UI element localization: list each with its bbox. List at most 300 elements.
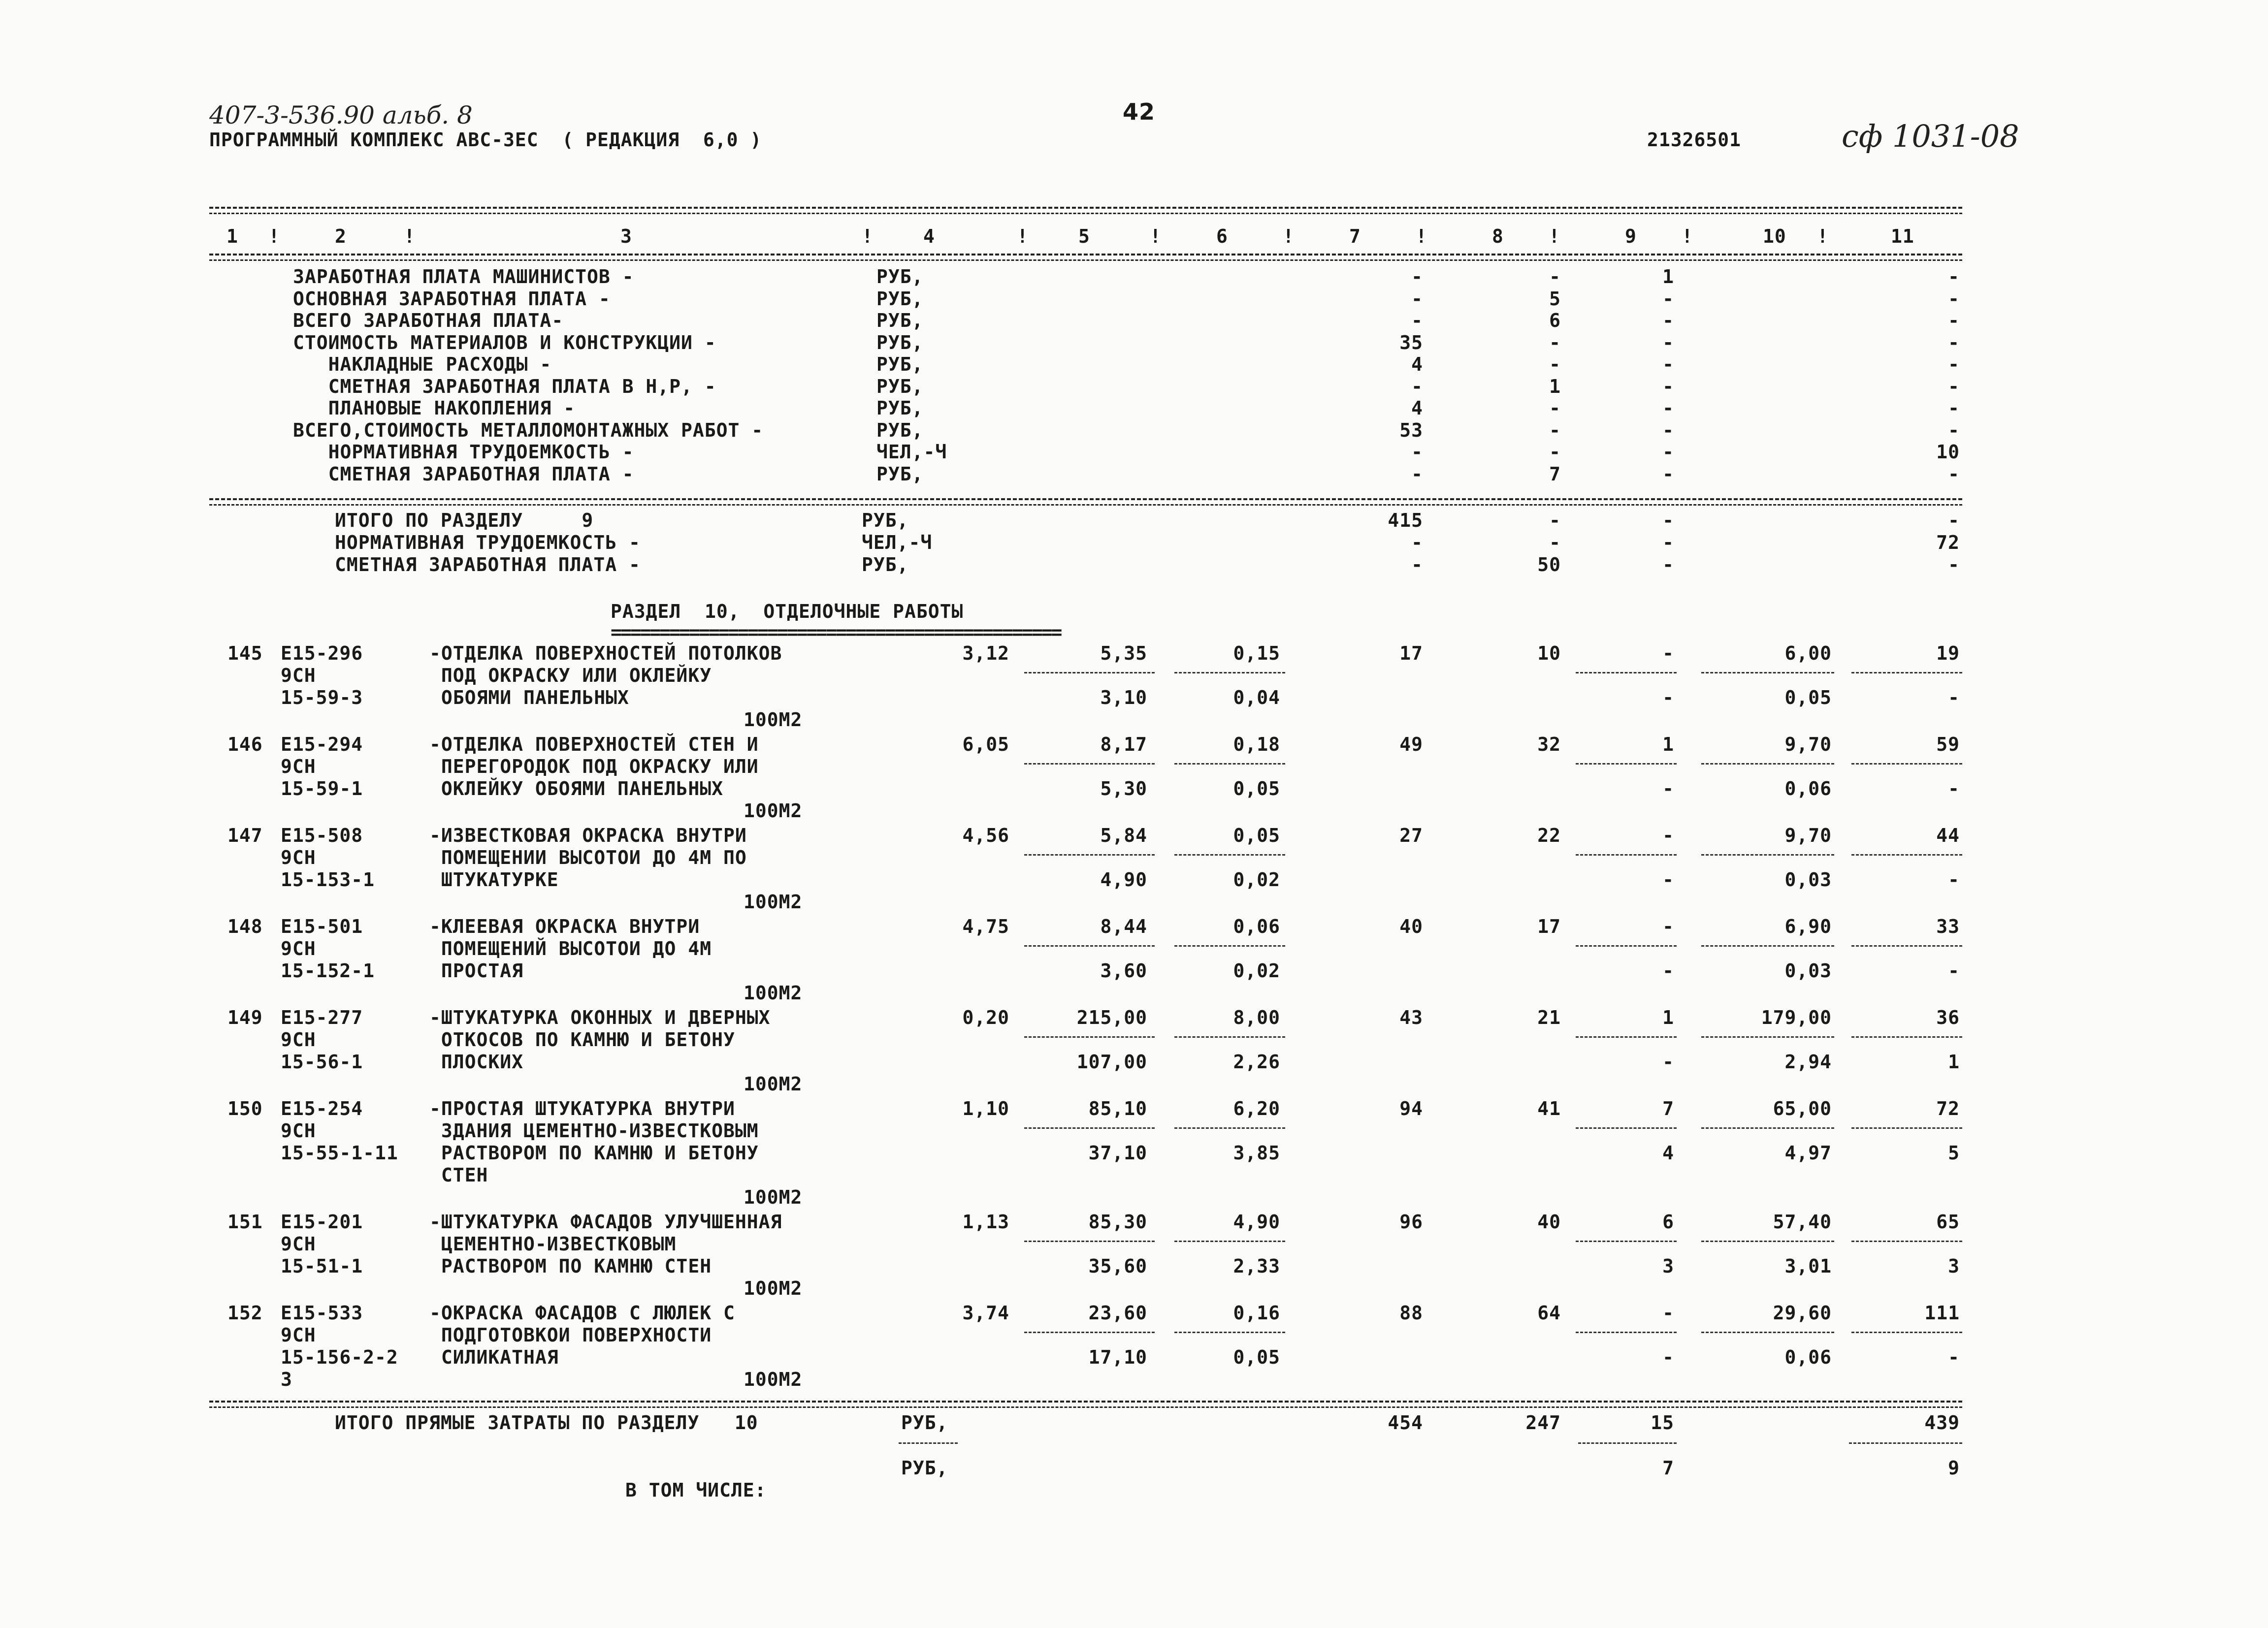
item-description: ПРОСТАЯ bbox=[429, 960, 524, 982]
item-code: Е15-501 bbox=[281, 916, 363, 937]
final-totals-c7: 454 bbox=[1388, 1412, 1423, 1434]
final-totals-c11b: 9 bbox=[1948, 1457, 1960, 1479]
item-code: 15-153-1 bbox=[281, 869, 375, 891]
section9-total-c8: - bbox=[1549, 532, 1561, 553]
item-description: РАСТВОРОМ ПО КАМНЮ И БЕТОНУ bbox=[429, 1142, 759, 1164]
item-qty: 3,74 bbox=[962, 1302, 1009, 1324]
section9-total-unit: РУБ, bbox=[862, 510, 909, 531]
item-c8: 41 bbox=[1537, 1098, 1561, 1119]
item-c11: 59 bbox=[1936, 734, 1960, 755]
item-c7: 43 bbox=[1399, 1007, 1423, 1028]
item-price-operation-wages: 0,02 bbox=[1233, 869, 1280, 891]
item-c11: 72 bbox=[1936, 1098, 1960, 1119]
item-description: ПОД ОКРАСКУ ИЛИ ОКЛЕЙКУ bbox=[429, 665, 712, 686]
item-c9: 1 bbox=[1662, 734, 1674, 755]
item-price-operation: 4,90 bbox=[1233, 1211, 1280, 1233]
item-c8: 22 bbox=[1537, 825, 1561, 846]
item-c10: 57,40 bbox=[1773, 1211, 1832, 1233]
item-code: Е15-533 bbox=[281, 1302, 363, 1324]
summary-row-unit: РУБ, bbox=[876, 266, 924, 287]
item-c7: 40 bbox=[1399, 916, 1423, 937]
item-price-operation: 0,05 bbox=[1233, 825, 1280, 846]
item-c11-wages: - bbox=[1948, 687, 1960, 708]
item-sub-rule-c10 bbox=[1701, 854, 1834, 856]
item-sub-rule-c11 bbox=[1851, 1127, 1962, 1129]
item-description: ПОМЕЩЕНИИ ВЫСОТОИ ДО 4М ПО bbox=[429, 847, 747, 868]
summary-row-c11: - bbox=[1948, 463, 1960, 485]
final-totals-c9b: 7 bbox=[1662, 1457, 1674, 1479]
item-sub-rule-c9 bbox=[1576, 763, 1677, 765]
column-separator: ! bbox=[1817, 225, 1829, 247]
item-price-operation-wages: 0,05 bbox=[1233, 1346, 1280, 1368]
item-sub-rule-c9 bbox=[1576, 1332, 1677, 1333]
item-number: 148 bbox=[227, 916, 263, 937]
column-separator: ! bbox=[1283, 225, 1295, 247]
handwritten-sheet-code: сф 1031-08 bbox=[1842, 118, 2019, 154]
item-description: ЦЕМЕНТНО-ИЗВЕСТКОВЫМ bbox=[429, 1233, 677, 1255]
item-sub-rule-c10 bbox=[1701, 1036, 1834, 1038]
summary-row-c7: 4 bbox=[1411, 397, 1423, 419]
item-description: ПОДГОТОВКОИ ПОВЕРХНОСТИ bbox=[429, 1324, 712, 1346]
item-price-operation-wages: 2,33 bbox=[1233, 1255, 1280, 1277]
item-c11: 33 bbox=[1936, 916, 1960, 937]
section9-total-c9: - bbox=[1662, 510, 1674, 531]
summary-row-c11: - bbox=[1948, 266, 1960, 287]
item-c7: 94 bbox=[1399, 1098, 1423, 1119]
item-c11-wages: 1 bbox=[1948, 1051, 1960, 1073]
summary-row-label: ВСЕГО,СТОИМОСТЬ МЕТАЛЛОМОНТАЖНЫХ РАБОТ - bbox=[293, 419, 764, 441]
item-c7: 49 bbox=[1399, 734, 1423, 755]
summary-row-c9: - bbox=[1662, 310, 1674, 331]
final-sub-rule-c11 bbox=[1849, 1442, 1962, 1444]
item-sub-rule-p6 bbox=[1174, 1241, 1285, 1242]
summary-row-c8: - bbox=[1549, 441, 1561, 463]
item-price-total-wages: 3,10 bbox=[1100, 687, 1147, 708]
item-c7: 88 bbox=[1399, 1302, 1423, 1324]
item-c11-wages: 5 bbox=[1948, 1142, 1960, 1164]
item-qty: 4,75 bbox=[962, 916, 1009, 937]
item-sub-rule-c10 bbox=[1701, 672, 1834, 673]
item-c10: 29,60 bbox=[1773, 1302, 1832, 1324]
item-c7: 27 bbox=[1399, 825, 1423, 846]
column-separator: ! bbox=[1017, 225, 1029, 247]
item-sub-rule-p5 bbox=[1024, 1127, 1155, 1129]
item-price-operation: 0,15 bbox=[1233, 642, 1280, 664]
section9-total-unit: РУБ, bbox=[862, 554, 909, 575]
section9-total-c9: - bbox=[1662, 532, 1674, 553]
item-number: 149 bbox=[227, 1007, 263, 1028]
summary-row-c11: - bbox=[1948, 375, 1960, 397]
summary-row-unit: РУБ, bbox=[876, 375, 924, 397]
section9-rule-2 bbox=[209, 504, 1962, 506]
summary-row-c8: 7 bbox=[1549, 463, 1561, 485]
column-separator: ! bbox=[404, 225, 416, 247]
item-code: 9СН bbox=[281, 1120, 316, 1142]
item-code: 9СН bbox=[281, 1324, 316, 1346]
item-code: Е15-277 bbox=[281, 1007, 363, 1028]
final-totals-unit: РУБ, bbox=[901, 1412, 948, 1434]
item-unit: 100М2 bbox=[744, 1186, 803, 1208]
summary-row-c11: - bbox=[1948, 287, 1960, 310]
column-header-1: 1 bbox=[227, 225, 238, 247]
summary-row-unit: РУБ, bbox=[876, 419, 924, 441]
item-sub-rule-p5 bbox=[1024, 1241, 1155, 1242]
item-sub-rule-c9 bbox=[1576, 945, 1677, 947]
section9-total-label: СМЕТНАЯ ЗАРАБОТНАЯ ПЛАТА - bbox=[335, 554, 641, 575]
final-rule-2 bbox=[209, 1406, 1962, 1408]
final-totals-c9: 15 bbox=[1651, 1412, 1674, 1434]
item-c10-wages: 0,06 bbox=[1784, 1346, 1832, 1368]
column-header-rule bbox=[209, 254, 1962, 255]
item-code: 15-156-2-2 bbox=[281, 1346, 398, 1368]
item-description: -ОТДЕЛКА ПОВЕРХНОСТЕЙ ПОТОЛКОВ bbox=[429, 642, 782, 664]
item-c10-wages: 0,03 bbox=[1784, 869, 1832, 891]
item-price-total: 215,00 bbox=[1076, 1007, 1147, 1028]
item-c11-wages: - bbox=[1948, 960, 1960, 982]
item-price-total: 5,35 bbox=[1100, 642, 1147, 664]
final-sub-rule-c9 bbox=[1578, 1442, 1677, 1444]
item-c7: 17 bbox=[1399, 642, 1423, 664]
item-sub-rule-c9 bbox=[1576, 1241, 1677, 1242]
item-price-total: 85,30 bbox=[1088, 1211, 1147, 1233]
summary-row-c9: - bbox=[1662, 331, 1674, 353]
item-c9-wages: - bbox=[1662, 1051, 1674, 1073]
column-header-3: 3 bbox=[620, 225, 632, 247]
item-c9-wages: - bbox=[1662, 778, 1674, 799]
item-sub-rule-p5 bbox=[1024, 1332, 1155, 1333]
final-rule bbox=[209, 1401, 1962, 1403]
summary-row-c8: - bbox=[1549, 353, 1561, 375]
section9-total-label: НОРМАТИВНАЯ ТРУДОЕМКОСТЬ - bbox=[335, 532, 641, 553]
item-code: 3 bbox=[281, 1369, 292, 1390]
summary-row-unit: РУБ, bbox=[876, 310, 924, 331]
item-c10-wages: 3,01 bbox=[1784, 1255, 1832, 1277]
item-code: Е15-254 bbox=[281, 1098, 363, 1119]
item-c8: 21 bbox=[1537, 1007, 1561, 1028]
summary-row-c9: - bbox=[1662, 419, 1674, 441]
item-code: Е15-508 bbox=[281, 825, 363, 846]
summary-row-label: СТОИМОСТЬ МАТЕРИАЛОВ И КОНСТРУКЦИИ - bbox=[293, 331, 716, 353]
column-separator: ! bbox=[268, 225, 280, 247]
item-code: 9СН bbox=[281, 665, 316, 686]
item-price-total-wages: 5,30 bbox=[1100, 778, 1147, 799]
summary-row-c9: - bbox=[1662, 353, 1674, 375]
item-description: ПОМЕЩЕНИЙ ВЫСОТОИ ДО 4М bbox=[429, 938, 712, 959]
item-c11-wages: - bbox=[1948, 778, 1960, 799]
section-title: РАЗДЕЛ 10, ОТДЕЛОЧНЫЕ РАБОТЫ bbox=[611, 601, 964, 622]
item-price-total: 23,60 bbox=[1088, 1302, 1147, 1324]
item-code: 15-55-1-11 bbox=[281, 1142, 398, 1164]
summary-row-label: СМЕТНАЯ ЗАРАБОТНАЯ ПЛАТА В Н,Р, - bbox=[293, 375, 716, 397]
summary-row-c7: - bbox=[1411, 463, 1423, 485]
item-code: Е15-294 bbox=[281, 734, 363, 755]
item-c9-wages: 4 bbox=[1662, 1142, 1674, 1164]
item-code: 15-59-3 bbox=[281, 687, 363, 708]
summary-row-unit: РУБ, bbox=[876, 397, 924, 419]
item-c9-wages: - bbox=[1662, 960, 1674, 982]
item-c9-wages: - bbox=[1662, 687, 1674, 708]
item-c9-wages: 3 bbox=[1662, 1255, 1674, 1277]
item-c10: 6,00 bbox=[1784, 642, 1832, 664]
item-description: ПЕРЕГОРОДОК ПОД ОКРАСКУ ИЛИ bbox=[429, 756, 759, 777]
item-qty: 1,10 bbox=[962, 1098, 1009, 1119]
item-sub-rule-c9 bbox=[1576, 672, 1677, 673]
section9-rule bbox=[209, 498, 1962, 500]
item-description: -ШТУКАТУРКА ОКОННЫХ И ДВЕРНЫХ bbox=[429, 1007, 771, 1028]
section9-total-c9: - bbox=[1662, 554, 1674, 575]
summary-row-c9: - bbox=[1662, 463, 1674, 485]
item-c9: - bbox=[1662, 1302, 1674, 1324]
item-price-operation: 0,06 bbox=[1233, 916, 1280, 937]
summary-row-c7: - bbox=[1411, 310, 1423, 331]
item-price-operation: 0,18 bbox=[1233, 734, 1280, 755]
summary-row-c11: - bbox=[1948, 310, 1960, 331]
item-sub-rule-p5 bbox=[1024, 672, 1155, 673]
item-c10: 6,90 bbox=[1784, 916, 1832, 937]
item-price-operation: 0,16 bbox=[1233, 1302, 1280, 1324]
item-code: 15-56-1 bbox=[281, 1051, 363, 1073]
item-price-total-wages: 37,10 bbox=[1088, 1142, 1147, 1164]
column-separator: ! bbox=[1549, 225, 1560, 247]
column-header-rule-2 bbox=[209, 259, 1962, 261]
item-description: ОБОЯМИ ПАНЕЛЬНЫХ bbox=[429, 687, 629, 708]
section9-total-c11: 72 bbox=[1936, 532, 1960, 553]
item-sub-rule-c10 bbox=[1701, 945, 1834, 947]
summary-row-c9: - bbox=[1662, 441, 1674, 463]
item-description: СТЕН bbox=[429, 1164, 488, 1186]
summary-row-c7: 35 bbox=[1399, 331, 1423, 353]
item-sub-rule-p6 bbox=[1174, 1036, 1285, 1038]
summary-row-c7: - bbox=[1411, 441, 1423, 463]
item-description: -ОКРАСКА ФАСАДОВ С ЛЮЛЕК С bbox=[429, 1302, 735, 1324]
section9-total-c7: - bbox=[1411, 532, 1423, 553]
item-price-operation: 6,20 bbox=[1233, 1098, 1280, 1119]
column-header-5: 5 bbox=[1078, 225, 1090, 247]
summary-row-label: ВСЕГО ЗАРАБОТНАЯ ПЛАТА- bbox=[293, 310, 564, 331]
section9-total-c7: 415 bbox=[1388, 510, 1423, 531]
summary-row-c9: - bbox=[1662, 287, 1674, 310]
item-sub-rule-c10 bbox=[1701, 763, 1834, 765]
column-separator: ! bbox=[1150, 225, 1162, 247]
item-c11: 19 bbox=[1936, 642, 1960, 664]
item-c11: 111 bbox=[1924, 1302, 1960, 1324]
item-c9: 6 bbox=[1662, 1211, 1674, 1233]
summary-row-unit: РУБ, bbox=[876, 353, 924, 375]
final-sub-rule-unit bbox=[899, 1442, 958, 1444]
summary-row-c11: - bbox=[1948, 331, 1960, 353]
item-c10-wages: 2,94 bbox=[1784, 1051, 1832, 1073]
item-price-total: 85,10 bbox=[1088, 1098, 1147, 1119]
item-c10: 9,70 bbox=[1784, 825, 1832, 846]
summary-row-label: НОРМАТИВНАЯ ТРУДОЕМКОСТЬ - bbox=[293, 441, 634, 463]
item-code: 9СН bbox=[281, 847, 316, 868]
table-top-rule-2 bbox=[209, 213, 1962, 214]
item-code: 9СН bbox=[281, 1029, 316, 1051]
summary-row-c8: - bbox=[1549, 331, 1561, 353]
summary-row-label: ЗАРАБОТНАЯ ПЛАТА МАШИНИСТОВ - bbox=[293, 266, 634, 287]
item-sub-rule-p6 bbox=[1174, 854, 1285, 856]
item-sub-rule-p5 bbox=[1024, 763, 1155, 765]
item-price-total-wages: 4,90 bbox=[1100, 869, 1147, 891]
item-c9: - bbox=[1662, 916, 1674, 937]
section9-total-c11: - bbox=[1948, 510, 1960, 531]
item-c10-wages: 4,97 bbox=[1784, 1142, 1832, 1164]
item-qty: 0,20 bbox=[962, 1007, 1009, 1028]
summary-row-unit: ЧЕЛ,-Ч bbox=[876, 441, 947, 463]
item-c10-wages: 0,03 bbox=[1784, 960, 1832, 982]
item-description: -ОТДЕЛКА ПОВЕРХНОСТЕЙ СТЕН И bbox=[429, 734, 759, 755]
item-description: -КЛЕЕВАЯ ОКРАСКА ВНУТРИ bbox=[429, 916, 700, 937]
item-unit: 100М2 bbox=[744, 709, 803, 731]
item-sub-rule-c10 bbox=[1701, 1127, 1834, 1129]
column-separator: ! bbox=[1682, 225, 1693, 247]
item-price-operation-wages: 0,05 bbox=[1233, 778, 1280, 799]
item-sub-rule-p5 bbox=[1024, 854, 1155, 856]
section9-total-c11: - bbox=[1948, 554, 1960, 575]
item-description: -ИЗВЕСТКОВАЯ ОКРАСКА ВНУТРИ bbox=[429, 825, 747, 846]
summary-row-unit: РУБ, bbox=[876, 463, 924, 485]
summary-row-label: ПЛАНОВЫЕ НАКОПЛЕНИЯ - bbox=[293, 397, 576, 419]
item-price-total-wages: 3,60 bbox=[1100, 960, 1147, 982]
summary-row-label: СМЕТНАЯ ЗАРАБОТНАЯ ПЛАТА - bbox=[293, 463, 634, 485]
item-unit: 100М2 bbox=[744, 982, 803, 1004]
item-c8: 17 bbox=[1537, 916, 1561, 937]
item-unit: 100М2 bbox=[744, 1277, 803, 1299]
item-price-operation: 8,00 bbox=[1233, 1007, 1280, 1028]
item-sub-rule-c9 bbox=[1576, 854, 1677, 856]
item-c11: 44 bbox=[1936, 825, 1960, 846]
item-price-total: 5,84 bbox=[1100, 825, 1147, 846]
item-description: РАСТВОРОМ ПО КАМНЮ СТЕН bbox=[429, 1255, 712, 1277]
summary-row-label: ОСНОВНАЯ ЗАРАБОТНАЯ ПЛАТА - bbox=[293, 287, 611, 310]
final-totals-label: ИТОГО ПРЯМЫЕ ЗАТРАТЫ ПО РАЗДЕЛУ 10 bbox=[335, 1412, 758, 1434]
item-c10: 65,00 bbox=[1773, 1098, 1832, 1119]
item-c11-wages: - bbox=[1948, 1346, 1960, 1368]
document-code: 21326501 bbox=[1647, 129, 1742, 151]
item-unit: 100М2 bbox=[744, 1073, 803, 1095]
item-qty: 1,13 bbox=[962, 1211, 1009, 1233]
summary-row-c8: - bbox=[1549, 419, 1561, 441]
including-label: В ТОМ ЧИСЛЕ: bbox=[625, 1479, 767, 1501]
section9-total-c8: - bbox=[1549, 510, 1561, 531]
item-code: 15-59-1 bbox=[281, 778, 363, 799]
summary-row-c8: - bbox=[1549, 397, 1561, 419]
item-c8: 40 bbox=[1537, 1211, 1561, 1233]
item-c8: 32 bbox=[1537, 734, 1561, 755]
item-sub-rule-p6 bbox=[1174, 763, 1285, 765]
item-code: 9СН bbox=[281, 938, 316, 959]
item-price-operation-wages: 3,85 bbox=[1233, 1142, 1280, 1164]
item-number: 145 bbox=[227, 642, 263, 664]
item-price-total-wages: 107,00 bbox=[1076, 1051, 1147, 1073]
item-sub-rule-p5 bbox=[1024, 1036, 1155, 1038]
item-c11: 65 bbox=[1936, 1211, 1960, 1233]
item-sub-rule-c11 bbox=[1851, 763, 1962, 765]
summary-row-c9: - bbox=[1662, 397, 1674, 419]
item-c10: 9,70 bbox=[1784, 734, 1832, 755]
item-c10: 179,00 bbox=[1761, 1007, 1832, 1028]
column-header-6: 6 bbox=[1216, 225, 1228, 247]
item-code: Е15-296 bbox=[281, 642, 363, 664]
summary-row-c11: 10 bbox=[1936, 441, 1960, 463]
summary-row-c9: - bbox=[1662, 375, 1674, 397]
item-description: ОКЛЕЙКУ ОБОЯМИ ПАНЕЛЬНЫХ bbox=[429, 778, 723, 799]
item-c10-wages: 0,06 bbox=[1784, 778, 1832, 799]
item-sub-rule-c11 bbox=[1851, 945, 1962, 947]
item-number: 152 bbox=[227, 1302, 263, 1324]
item-sub-rule-c10 bbox=[1701, 1241, 1834, 1242]
item-description: СИЛИКАТНАЯ bbox=[429, 1346, 559, 1368]
item-c9-wages: - bbox=[1662, 869, 1674, 891]
item-number: 147 bbox=[227, 825, 263, 846]
item-description: ПЛОСКИХ bbox=[429, 1051, 524, 1073]
item-sub-rule-c9 bbox=[1576, 1036, 1677, 1038]
item-unit: 100М2 bbox=[744, 1369, 803, 1390]
column-header-9: 9 bbox=[1625, 225, 1637, 247]
item-code: Е15-201 bbox=[281, 1211, 363, 1233]
summary-row-c9: 1 bbox=[1662, 266, 1674, 287]
section9-total-label: ИТОГО ПО РАЗДЕЛУ 9 bbox=[335, 510, 594, 531]
summary-row-c8: 5 bbox=[1549, 287, 1561, 310]
item-sub-rule-p6 bbox=[1174, 945, 1285, 947]
item-unit: 100М2 bbox=[744, 891, 803, 913]
column-header-7: 7 bbox=[1349, 225, 1361, 247]
item-c10-wages: 0,05 bbox=[1784, 687, 1832, 708]
item-price-operation-wages: 0,04 bbox=[1233, 687, 1280, 708]
section9-total-c7: - bbox=[1411, 554, 1423, 575]
item-description: ШТУКАТУРКЕ bbox=[429, 869, 559, 891]
summary-row-c8: 1 bbox=[1549, 375, 1561, 397]
item-c9: - bbox=[1662, 825, 1674, 846]
summary-row-c8: - bbox=[1549, 266, 1561, 287]
item-sub-rule-c11 bbox=[1851, 854, 1962, 856]
item-c9: 7 bbox=[1662, 1098, 1674, 1119]
item-c11-wages: 3 bbox=[1948, 1255, 1960, 1277]
summary-row-c7: 4 bbox=[1411, 353, 1423, 375]
summary-row-c11: - bbox=[1948, 353, 1960, 375]
item-sub-rule-c10 bbox=[1701, 1332, 1834, 1333]
item-price-total: 8,44 bbox=[1100, 916, 1147, 937]
item-c9-wages: - bbox=[1662, 1346, 1674, 1368]
item-number: 151 bbox=[227, 1211, 263, 1233]
item-qty: 6,05 bbox=[962, 734, 1009, 755]
item-sub-rule-c9 bbox=[1576, 1127, 1677, 1129]
item-description: ЗДАНИЯ ЦЕМЕНТНО-ИЗВЕСТКОВЫМ bbox=[429, 1120, 759, 1142]
item-price-total-wages: 35,60 bbox=[1088, 1255, 1147, 1277]
summary-row-c8: 6 bbox=[1549, 310, 1561, 331]
item-qty: 4,56 bbox=[962, 825, 1009, 846]
item-description: ОТКОСОВ ПО КАМНЮ И БЕТОНУ bbox=[429, 1029, 735, 1051]
summary-row-c11: - bbox=[1948, 419, 1960, 441]
item-c9: 1 bbox=[1662, 1007, 1674, 1028]
summary-row-c7: 53 bbox=[1399, 419, 1423, 441]
item-number: 146 bbox=[227, 734, 263, 755]
item-price-total: 8,17 bbox=[1100, 734, 1147, 755]
item-unit: 100М2 bbox=[744, 800, 803, 822]
summary-row-c7: - bbox=[1411, 375, 1423, 397]
item-description: -ПРОСТАЯ ШТУКАТУРКА ВНУТРИ bbox=[429, 1098, 735, 1119]
item-number: 150 bbox=[227, 1098, 263, 1119]
item-c8: 64 bbox=[1537, 1302, 1561, 1324]
item-sub-rule-p6 bbox=[1174, 1127, 1285, 1129]
item-code: 9СН bbox=[281, 756, 316, 777]
handwritten-reference: 407-3-536.90 альб. 8 bbox=[209, 101, 473, 129]
final-totals-c11: 439 bbox=[1924, 1412, 1960, 1434]
item-sub-rule-c11 bbox=[1851, 1332, 1962, 1333]
item-price-operation-wages: 2,26 bbox=[1233, 1051, 1280, 1073]
item-c11: 36 bbox=[1936, 1007, 1960, 1028]
item-price-total-wages: 17,10 bbox=[1088, 1346, 1147, 1368]
